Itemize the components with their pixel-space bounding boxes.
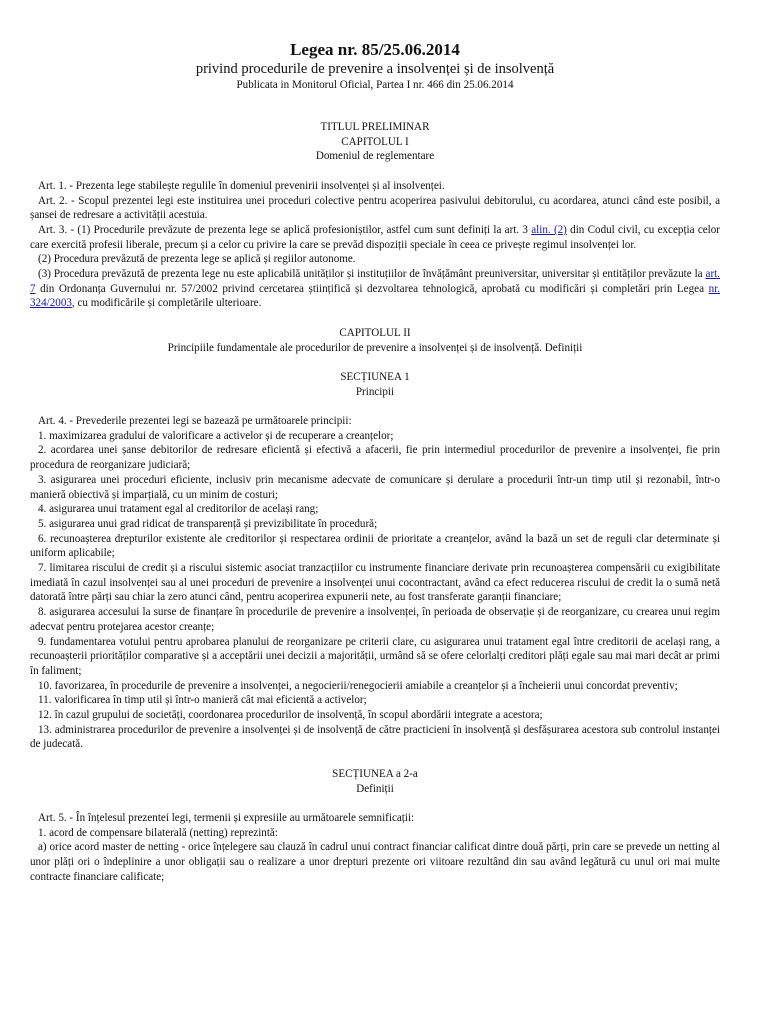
article-5-intro: Art. 5. - În înțelesul prezentei legi, termenii și expresiile au următoarele semnificații: bbox=[38, 811, 415, 824]
article-4-item-5: 5. asigurarea unui grad ridicat de transparență și previzibilitate în procedură; bbox=[38, 517, 378, 530]
article-3-para-1: Art. 3. - (1) Procedurile prevăzute de prezenta lege se aplică profesioniștilor, astfel cum sunt definiți la art. 3 alin. (2) din Codul civil, cu excepția celor care exercită profesii liberale, precum și a celor cu privire la care se prevăd dispoziții speciale în ceea ce privește regimul insolvenței lor. bbox=[30, 223, 720, 251]
article-4-item-12: 12. în cazul grupului de societăți, coordonarea procedurilor de insolvență, în scopul abordării integrate a acestora; bbox=[38, 709, 543, 722]
article-5-item-1: 1. acord de compensare bilaterală (netting) reprezintă: bbox=[38, 826, 278, 839]
article-4-item-4: 4. asigurarea unui tratament egal al creditorilor de același rang; bbox=[38, 503, 319, 516]
law-subtitle: privind procedurile de prevenire a insolvenței și de insolvență bbox=[195, 61, 555, 77]
law-title: Legea nr. 85/25.06.2014 bbox=[290, 40, 460, 59]
article-4-item-1: 1. maximizarea gradului de valorificare a activelor și de recuperare a creanțelor; bbox=[38, 429, 394, 442]
article-4-item-9: 9. fundamentarea votului pentru aprobarea planului de reorganizare pe criterii clare, cu asigurarea unui tratament egal între creditorii de același rang, a recunoașterii priorităților comparative și a acceptării unei decizii a majorității, urmând să se ofere celorlalți creditori plăți egale sau mai mari decât ar primi în faliment; bbox=[30, 635, 720, 677]
article-2: Art. 2. - Scopul prezentei legi este instituirea unei proceduri colective pentru acoperirea pasivului debitorului, cu acordarea, atunci când este posibil, a șansei de redresare a activității acestuia. bbox=[30, 194, 720, 222]
section-1-name: Principii bbox=[355, 385, 395, 398]
article-4-item-13: 13. administrarea procedurilor de prevenire a insolvenței și de insolvență de către practicieni în insolvență și desfășurarea acestora sub controlul instanței de judecată. bbox=[30, 723, 720, 751]
titlu-preliminar-heading: TITLUL PRELIMINAR bbox=[320, 121, 430, 133]
section-2-name: Definiții bbox=[356, 782, 394, 795]
section-2-heading: SECȚIUNEA a 2-a bbox=[332, 767, 418, 780]
chapter-2-heading: CAPITOLUL II bbox=[339, 326, 411, 339]
article-5-item-1a: a) orice acord master de netting - orice înțelegere sau clauză în cadrul unui contract financiar calificat dintre două părți, prin care se prevede un netting al unor plăți ori o îndeplinire a unor obligații sau o realizare a unor drepturi prezente ori viitoare rezultând din sau având legătură cu unul ori mai multe contracte financiare calificate; bbox=[30, 841, 720, 883]
article-4-item-11: 11. valorificarea în timp util și într-o manieră cât mai eficientă a activelor; bbox=[38, 694, 367, 707]
chapter-2-name: Principiile fundamentale ale procedurilor de prevenire a insolvenței și de insolvență. Definiții bbox=[167, 341, 583, 354]
article-4-item-3: 3. asigurarea unei proceduri eficiente, inclusiv prin mecanisme adecvate de comunicare și derulare a procedurii într-un timp util și rezonabil, într-o manieră obiectivă și imparțială, cu un minim de costuri; bbox=[30, 473, 720, 501]
link-nr-324-2003[interactable]: nr. 324/2003 bbox=[30, 282, 720, 310]
link-art-7[interactable]: art. 7 bbox=[30, 268, 720, 295]
article-4-intro: Art. 4. - Prevederile prezentei legi se bazează pe următoarele principii: bbox=[38, 415, 352, 427]
article-4-item-10: 10. favorizarea, în procedurile de prevenire a insolvenței, a negocierii/renegocierii amiabile a creanțelor și a încheierii unui concordat preventiv; bbox=[38, 679, 678, 692]
chapter-1-name: Domeniul de reglementare bbox=[315, 150, 435, 163]
article-4-item-2: 2. acordarea unei șanse debitorilor de redresare eficientă și efectivă a afacerii, fie prin intermediul procedurilor de prevenire a insolvenței, fie prin procedura de reorganizare judiciară; bbox=[30, 444, 720, 472]
chapter-1-heading: CAPITOLUL I bbox=[341, 135, 409, 148]
document-header bbox=[30, 40, 720, 92]
section-1-heading: SECȚIUNEA 1 bbox=[340, 370, 410, 383]
link-alin-2[interactable]: alin. (2) bbox=[531, 223, 567, 236]
article-3-para-2: (2) Procedura prevăzută de prezenta lege se aplică și regiilor autonome. bbox=[38, 253, 356, 266]
article-4-item-8: 8. asigurarea accesului la surse de finanțare în procedurile de prevenire a insolvenței, în perioada de observație și de reorganizare, cu crearea unui regim adecvat pentru protejarea acestor creanțe; bbox=[30, 606, 720, 633]
article-4-item-7: 7. limitarea riscului de credit și a riscului sistemic asociat tranzacțiilor cu instrumente financiare derivate prin recunoașterea compensării cu exigibilitate imediată în cazul insolvenței sau al unei proceduri de prevenire a insolvenței unui cocontractant, având ca efect reducerea riscului de credit la o sumă netă datorată între părți sau chiar la zero atunci când, pentru acoperirea expunerii nete, au fost transferate garanții financiare; bbox=[30, 562, 720, 604]
article-1: Art. 1. - Prezenta lege stabilește regulile în domeniul prevenirii insolvenței și al insolvenței. bbox=[38, 179, 445, 192]
article-3-para-3: (3) Procedura prevăzută de prezenta lege nu este aplicabilă unităților și instituțiilor de învățământ preuniversitar, universitar și entităților prevăzute la art. 7 din Ordonanța Guvernului nr. 57/2002 privind cercetarea științifică și dezvoltarea tehnologică, aprobată cu modificări și completări prin Legea nr. 324/2003, cu modificările și completările ulterioare. bbox=[30, 268, 720, 310]
publication-info: Publicata in Monitorul Oficial, Partea I nr. 466 din 25.06.2014 bbox=[236, 79, 514, 91]
article-4-item-6: 6. recunoașterea drepturilor existente ale creditorilor și respectarea ordinii de prioritate a creanțelor, având la bază un set de reguli clar determinate și uniform aplicabile; bbox=[30, 532, 720, 560]
